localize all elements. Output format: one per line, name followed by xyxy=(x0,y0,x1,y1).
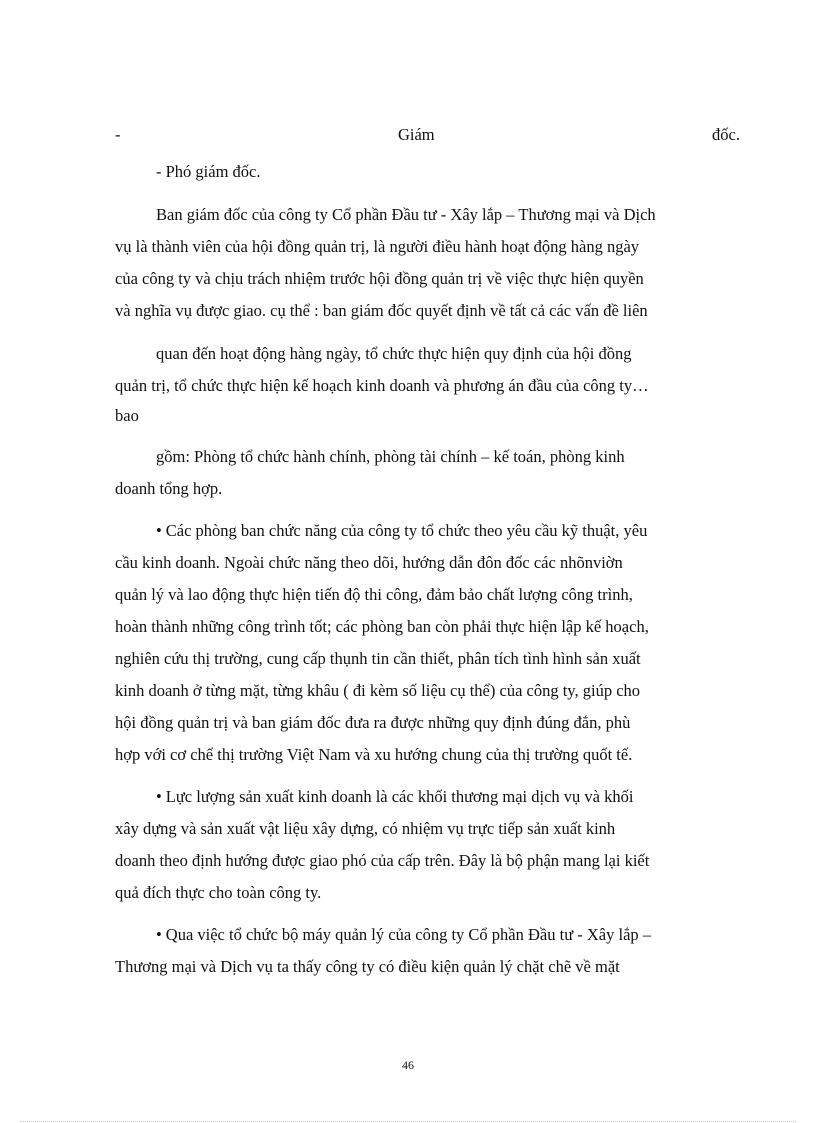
paragraph-line: Thương mại và Dịch vụ ta thấy công ty có điều kiện quản lý chặt chẽ về mặt xyxy=(115,957,620,976)
list-item-director-word: Giám xyxy=(397,125,435,144)
bullet-paragraph-line: • Qua việc tổ chức bộ máy quản lý của công ty Cổ phần Đầu tư - Xây lắp – xyxy=(156,925,652,944)
list-item-director xyxy=(115,124,740,146)
paragraph-line: quả đích thực cho toàn công ty. xyxy=(115,883,322,902)
paragraph-line: cầu kinh doanh. Ngoài chức năng theo dõi, hướng dẫn đôn đốc các nhõnviờn xyxy=(115,553,623,572)
paragraph-line: bao xyxy=(115,406,139,425)
paragraph-line: Ban giám đốc của công ty Cổ phần Đầu tư - Xây lắp – Thương mại và Dịch xyxy=(156,205,656,224)
bullet-icon: • xyxy=(156,787,162,806)
page-number: 46 xyxy=(402,1058,414,1072)
bullet-paragraph-line: • Các phòng ban chức năng của công ty tổ chức theo yêu cầu kỹ thuật, yêu xyxy=(156,521,648,540)
bullet-icon: • xyxy=(156,521,162,540)
paragraph-line: kinh doanh ở từng mặt, từng khâu ( đi kèm số liệu cụ thể) của công ty, giúp cho xyxy=(115,681,641,700)
paragraph-line: quản trị, tổ chức thực hiện kế hoạch kinh doanh và phương án đầu của công ty… xyxy=(115,376,649,395)
paragraph-line: doanh tổng hợp. xyxy=(115,479,223,498)
list-dash: - xyxy=(115,125,121,144)
paragraph-line: hội đồng quản trị và ban giám đốc đưa ra được những quy định đúng đắn, phù xyxy=(115,713,631,732)
list-item-deputy-director: - Phó giám đốc. xyxy=(156,162,261,181)
paragraph-line: quan đến hoạt động hàng ngày, tổ chức thực hiện quy định của hội đồng xyxy=(156,344,632,363)
paragraph-line: hợp với cơ chế thị trường Việt Nam và xu hướng chung của thị trường quốt tế. xyxy=(115,745,633,764)
paragraph-line: hoàn thành những công trình tốt; các phòng ban còn phải thực hiện lập kế hoạch, xyxy=(115,617,649,636)
paragraph-line: doanh theo định hướng được giao phó của cấp trên. Đây là bộ phận mang lại kiết xyxy=(115,851,650,870)
paragraph-line: quản lý và lao động thực hiện tiến độ thi công, đảm bảo chất lượng công trình, xyxy=(115,585,633,604)
paragraph-line: và nghĩa vụ được giao. cụ thể : ban giám đốc quyết định về tất cả các vấn đề liên xyxy=(115,301,648,320)
bullet-paragraph-line: • Lực lượng sản xuất kinh doanh là các khối thương mại dịch vụ và khối xyxy=(156,787,634,806)
paragraph-line: nghiên cứu thị trường, cung cấp thụnh tin cần thiết, phân tích tình hình sản xuất xyxy=(115,649,641,668)
paragraph-line: của công ty và chịu trách nhiệm trước hội đồng quản trị về việc thực hiện quyền xyxy=(115,269,644,288)
page-bottom-divider xyxy=(20,1121,796,1122)
list-item-director-end: đốc. xyxy=(712,125,740,144)
paragraph-line: vụ là thành viên của hội đồng quản trị, là người điều hành hoạt động hàng ngày xyxy=(115,237,640,256)
paragraph-line: xây dựng và sản xuất vật liệu xây dựng, có nhiệm vụ trực tiếp sản xuất kinh xyxy=(115,819,616,838)
paragraph-line: gồm: Phòng tổ chức hành chính, phòng tài chính – kế toán, phòng kinh xyxy=(156,447,625,466)
bullet-icon: • xyxy=(156,925,162,944)
